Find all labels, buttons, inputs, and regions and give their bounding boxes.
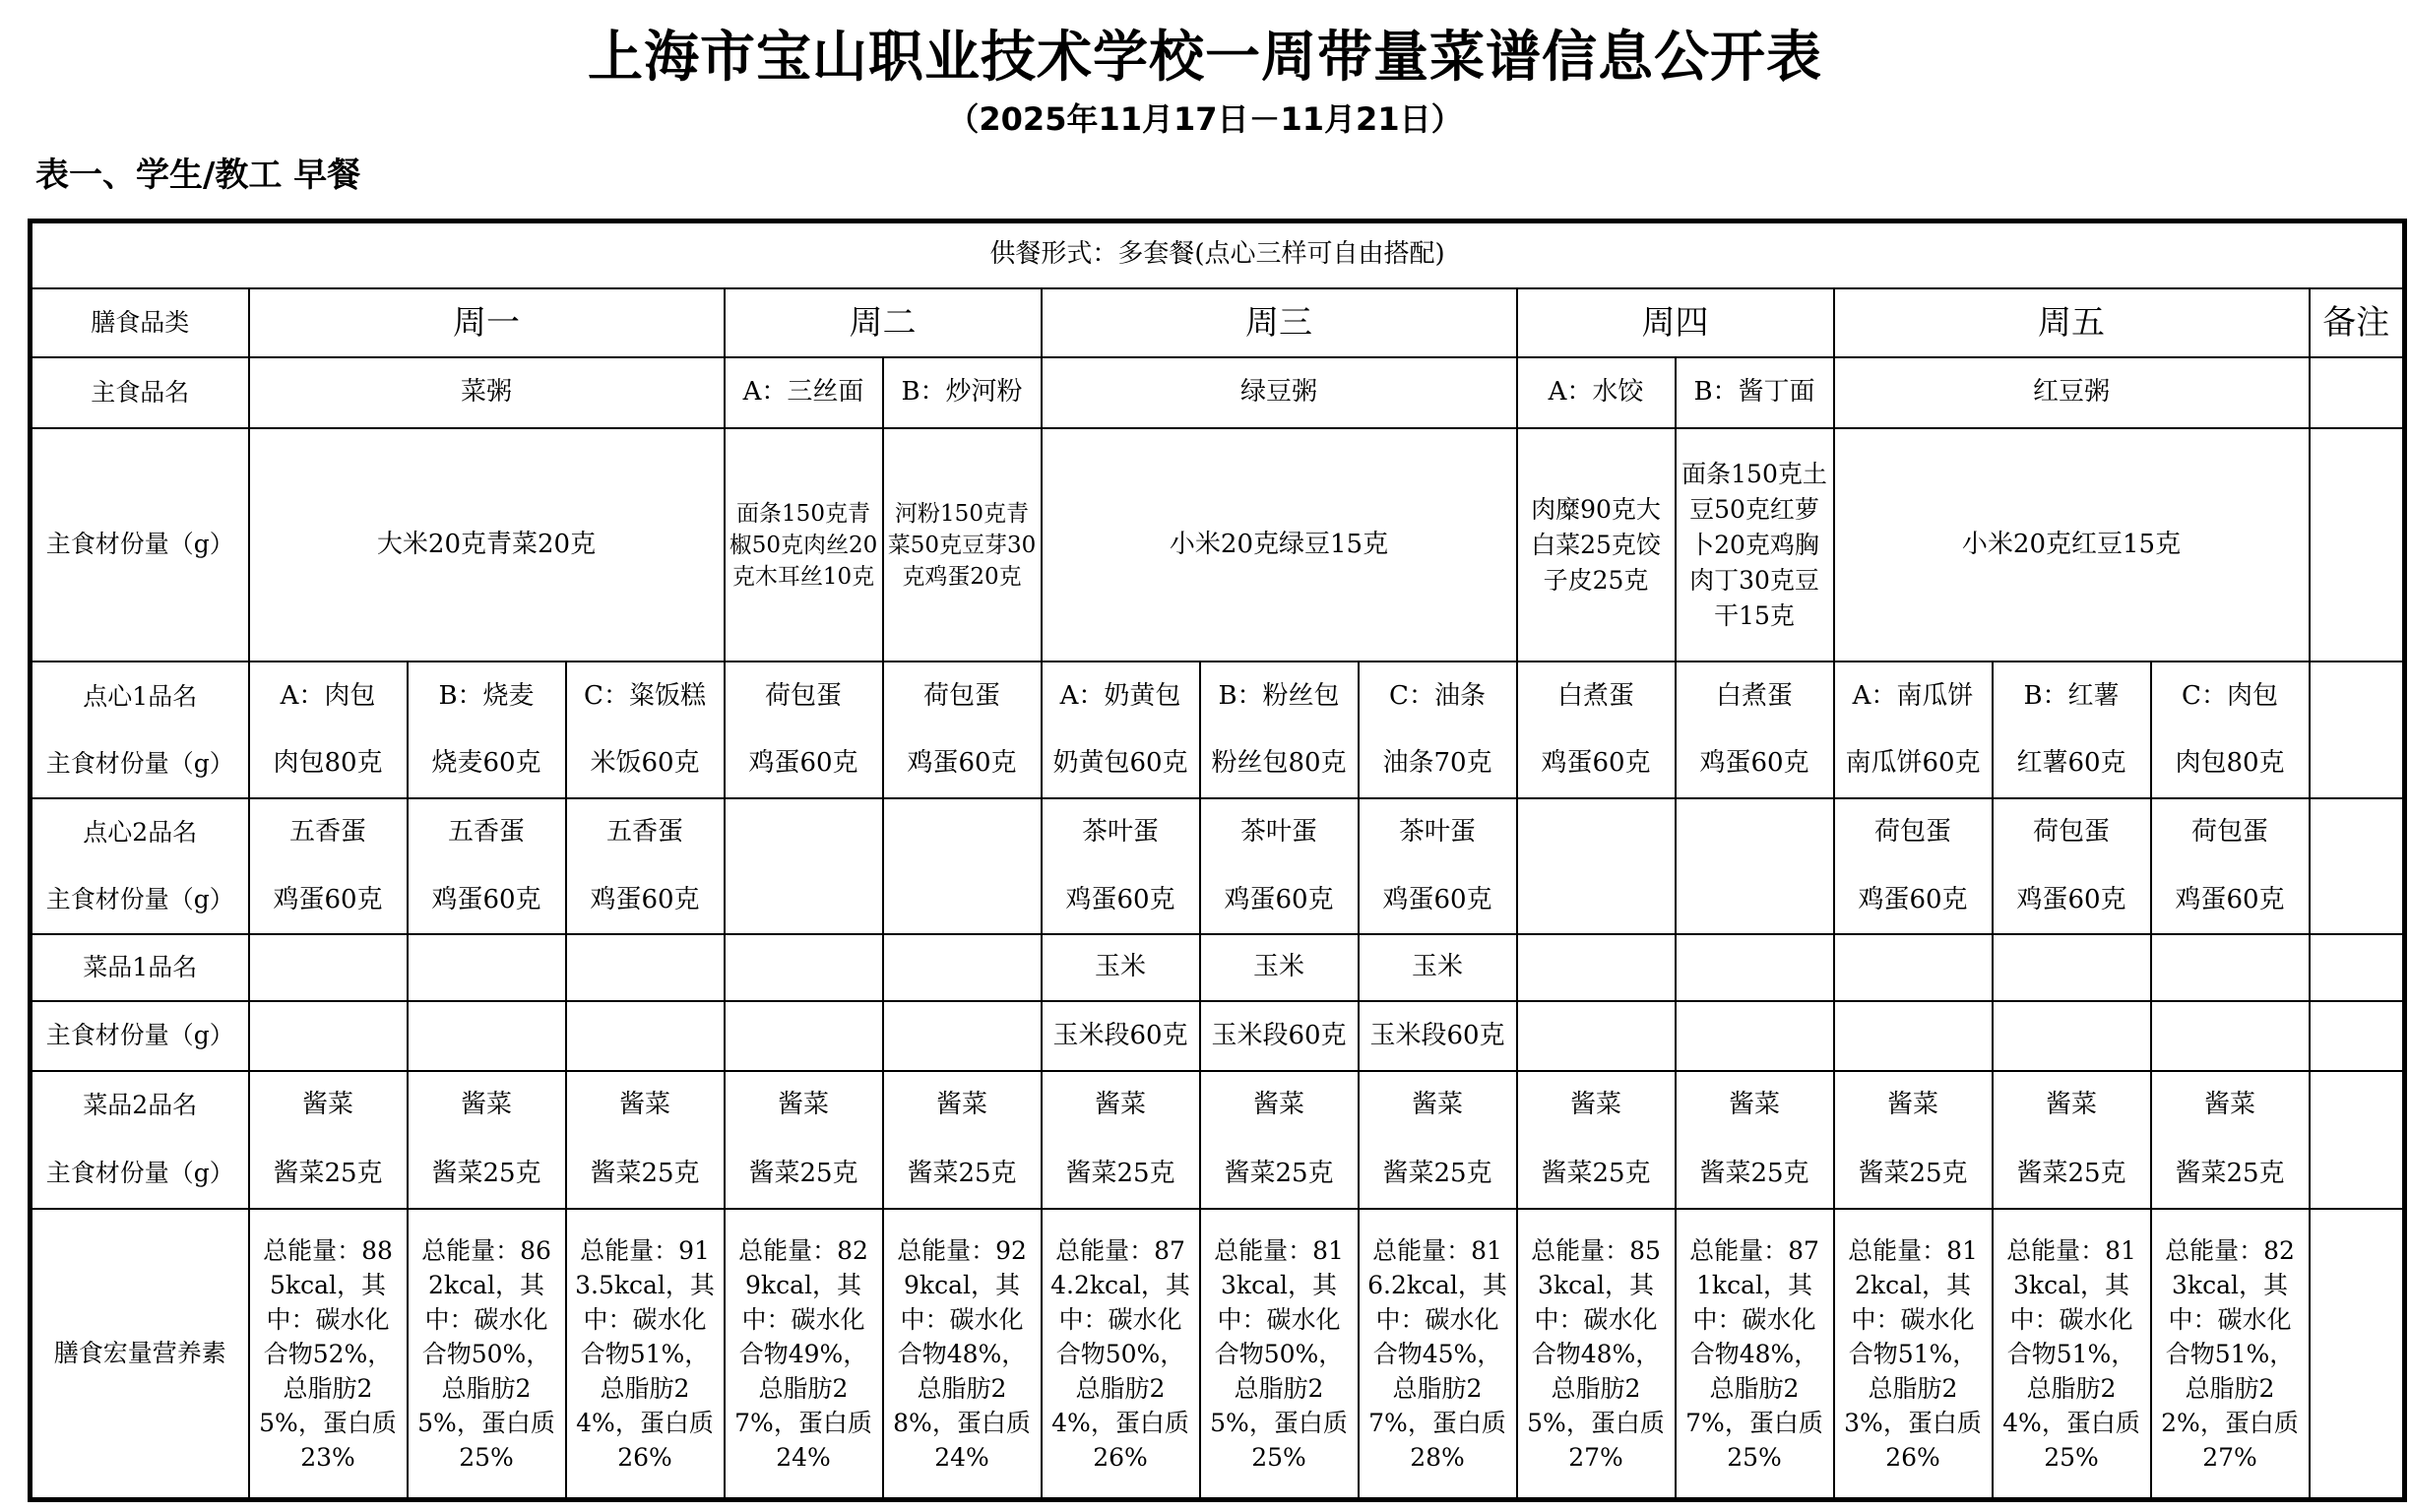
dish1-qty [1834,1001,1993,1070]
dish1-qty [408,1001,566,1070]
dish1-name [1676,934,1834,1001]
snack1-name: B：红薯 [1993,662,2151,730]
remark-cell [2310,867,2405,934]
dish1-name [2151,934,2310,1001]
snack1-qty: 油条70克 [1359,730,1517,797]
dish1-name [1993,934,2151,1001]
row-label-snack1-name: 点心1品名 [31,662,249,730]
dish1-name: 玉米 [1042,934,1200,1001]
section-title: 表一、学生/教工 早餐 [35,156,361,195]
snack2-name: 五香蛋 [408,798,566,867]
dish2-qty: 酱菜25克 [566,1140,725,1209]
snack1-name: A：南瓜饼 [1834,662,1993,730]
nutrition-info: 总能量：829kcal，其中：碳水化合物49%，总脂肪27%，蛋白质24% [725,1209,883,1499]
dish2-name: 酱菜 [1834,1071,1993,1140]
snack1-name: A：肉包 [249,662,408,730]
staple-name: A：水饺 [1517,357,1676,428]
snack1-name: 荷包蛋 [883,662,1042,730]
nutrition-info: 总能量：871kcal，其中：碳水化合物48%，总脂肪27%，蛋白质25% [1676,1209,1834,1499]
dish2-name: 酱菜 [1993,1071,2151,1140]
menu-table [28,219,2407,1502]
snack2-qty: 鸡蛋60克 [2151,867,2310,934]
snack2-qty [725,867,883,934]
day-header-mon: 周一 [249,288,725,357]
staple-qty: 大米20克青菜20克 [249,428,725,662]
dish1-qty: 玉米段60克 [1200,1001,1359,1070]
day-header-wed: 周三 [1042,288,1517,357]
staple-name: 菜粥 [249,357,725,428]
snack2-name: 五香蛋 [249,798,408,867]
dish2-qty: 酱菜25克 [1517,1140,1676,1209]
row-label-snack2-qty: 主食材份量（g） [31,867,249,934]
dish2-qty: 酱菜25克 [1359,1140,1517,1209]
nutrition-info: 总能量：913.5kcal，其中：碳水化合物51%，总脂肪24%，蛋白质26% [566,1209,725,1499]
dish1-qty [725,1001,883,1070]
dish2-qty: 酱菜25克 [1200,1140,1359,1209]
row-label-nutrition: 膳食宏量营养素 [31,1209,249,1499]
remark-cell [2310,1001,2405,1070]
snack1-name: B：粉丝包 [1200,662,1359,730]
nutrition-info: 总能量：874.2kcal，其中：碳水化合物50%，总脂肪24%，蛋白质26% [1042,1209,1200,1499]
remark-cell [2310,1071,2405,1140]
row-label-dish1-qty: 主食材份量（g） [31,1001,249,1070]
snack2-name: 五香蛋 [566,798,725,867]
snack1-name: C：油条 [1359,662,1517,730]
dish1-qty [1993,1001,2151,1070]
dish1-name [1517,934,1676,1001]
dish1-qty [883,1001,1042,1070]
dish2-name: 酱菜 [2151,1071,2310,1140]
nutrition-info: 总能量：823kcal，其中：碳水化合物51%，总脂肪22%，蛋白质27% [2151,1209,2310,1499]
snack1-name: 白煮蛋 [1676,662,1834,730]
snack1-qty: 米饭60克 [566,730,725,797]
row-label-staple-name: 主食品名 [31,357,249,428]
staple-name: 红豆粥 [1834,357,2310,428]
remark-cell [2310,1209,2405,1499]
remark-cell [2310,934,2405,1001]
snack2-qty: 鸡蛋60克 [1359,867,1517,934]
snack2-name: 茶叶蛋 [1359,798,1517,867]
snack2-qty: 鸡蛋60克 [1834,867,1993,934]
snack1-qty: 鸡蛋60克 [883,730,1042,797]
remark-cell [2310,662,2405,730]
nutrition-info: 总能量：885kcal，其中：碳水化合物52%，总脂肪25%，蛋白质23% [249,1209,408,1499]
nutrition-info: 总能量：812kcal，其中：碳水化合物51%，总脂肪23%，蛋白质26% [1834,1209,1993,1499]
nutrition-info: 总能量：816.2kcal，其中：碳水化合物45%，总脂肪27%，蛋白质28% [1359,1209,1517,1499]
dish2-qty: 酱菜25克 [1834,1140,1993,1209]
row-label-snack2-name: 点心2品名 [31,798,249,867]
snack2-name: 荷包蛋 [2151,798,2310,867]
snack2-qty [1517,867,1676,934]
dish1-qty [249,1001,408,1070]
day-header-tue: 周二 [725,288,1042,357]
snack1-qty: 鸡蛋60克 [725,730,883,797]
dish1-qty [2151,1001,2310,1070]
row-label-dish2-qty: 主食材份量（g） [31,1140,249,1209]
dish2-qty: 酱菜25克 [1042,1140,1200,1209]
dish1-name: 玉米 [1359,934,1517,1001]
dish2-name: 酱菜 [1042,1071,1200,1140]
snack1-name: 荷包蛋 [725,662,883,730]
remark-cell [2310,428,2405,662]
snack2-qty: 鸡蛋60克 [566,867,725,934]
staple-qty: 面条150克土豆50克红萝卜20克鸡胸肉丁30克豆干15克 [1676,428,1834,662]
snack2-qty: 鸡蛋60克 [1042,867,1200,934]
dish1-name [566,934,725,1001]
dish2-name: 酱菜 [566,1071,725,1140]
dish2-name: 酱菜 [1200,1071,1359,1140]
dish1-qty [1676,1001,1834,1070]
remark-cell [2310,357,2405,428]
staple-name: A：三丝面 [725,357,883,428]
snack1-name: 白煮蛋 [1517,662,1676,730]
snack2-qty: 鸡蛋60克 [1993,867,2151,934]
nutrition-info: 总能量：929kcal，其中：碳水化合物48%，总脂肪28%，蛋白质24% [883,1209,1042,1499]
row-label-staple-qty: 主食材份量（g） [31,428,249,662]
snack1-name: B：烧麦 [408,662,566,730]
remark-cell [2310,1140,2405,1209]
dish2-qty: 酱菜25克 [408,1140,566,1209]
snack1-qty: 鸡蛋60克 [1517,730,1676,797]
dish2-name: 酱菜 [1517,1071,1676,1140]
remark-header: 备注 [2310,288,2405,357]
snack1-qty: 鸡蛋60克 [1676,730,1834,797]
nutrition-info: 总能量：862kcal，其中：碳水化合物50%，总脂肪25%，蛋白质25% [408,1209,566,1499]
dish2-qty: 酱菜25克 [1993,1140,2151,1209]
dish2-name: 酱菜 [408,1071,566,1140]
remark-cell [2310,730,2405,797]
dish1-name [1834,934,1993,1001]
nutrition-info: 总能量：813kcal，其中：碳水化合物51%，总脂肪24%，蛋白质25% [1993,1209,2151,1499]
dish1-qty: 玉米段60克 [1359,1001,1517,1070]
dish1-qty [1517,1001,1676,1070]
dish2-qty: 酱菜25克 [883,1140,1042,1209]
snack1-qty: 粉丝包80克 [1200,730,1359,797]
remark-cell [2310,798,2405,867]
snack2-name: 荷包蛋 [1993,798,2151,867]
dish2-qty: 酱菜25克 [249,1140,408,1209]
staple-name: B：酱丁面 [1676,357,1834,428]
snack1-name: C：粢饭糕 [566,662,725,730]
snack2-qty: 鸡蛋60克 [249,867,408,934]
row-label-dish2-name: 菜品2品名 [31,1071,249,1140]
snack2-name [1517,798,1676,867]
dish2-name: 酱菜 [249,1071,408,1140]
nutrition-info: 总能量：853kcal，其中：碳水化合物48%，总脂肪25%，蛋白质27% [1517,1209,1676,1499]
dish1-name [883,934,1042,1001]
dish1-qty [566,1001,725,1070]
dish2-qty: 酱菜25克 [2151,1140,2310,1209]
dish1-qty: 玉米段60克 [1042,1001,1200,1070]
snack2-name [1676,798,1834,867]
date-range: （2025年11月17日－11月21日） [947,100,1463,138]
dish2-name: 酱菜 [1676,1071,1834,1140]
dish2-name: 酱菜 [1359,1071,1517,1140]
snack2-name: 茶叶蛋 [1200,798,1359,867]
staple-qty: 小米20克绿豆15克 [1042,428,1517,662]
staple-qty: 小米20克红豆15克 [1834,428,2310,662]
staple-qty: 河粉150克青菜50克豆芽30克鸡蛋20克 [883,428,1042,662]
snack1-name: A：奶黄包 [1042,662,1200,730]
snack2-qty: 鸡蛋60克 [408,867,566,934]
snack2-name [725,798,883,867]
dish2-qty: 酱菜25克 [1676,1140,1834,1209]
snack2-name: 荷包蛋 [1834,798,1993,867]
day-header-fri: 周五 [1834,288,2310,357]
snack1-qty: 红薯60克 [1993,730,2151,797]
snack1-qty: 南瓜饼60克 [1834,730,1993,797]
row-label-dish1-name: 菜品1品名 [31,934,249,1001]
service-form: 供餐形式：多套餐(点心三样可自由搭配) [31,221,2405,288]
dish2-name: 酱菜 [883,1071,1042,1140]
snack1-qty: 肉包80克 [249,730,408,797]
snack1-name: C：肉包 [2151,662,2310,730]
dish1-name [249,934,408,1001]
nutrition-info: 总能量：813kcal，其中：碳水化合物50%，总脂肪25%，蛋白质25% [1200,1209,1359,1499]
row-label-snack1-qty: 主食材份量（g） [31,730,249,797]
staple-qty: 肉糜90克大白菜25克饺子皮25克 [1517,428,1676,662]
snack1-qty: 奶黄包60克 [1042,730,1200,797]
staple-name: 绿豆粥 [1042,357,1517,428]
snack1-qty: 肉包80克 [2151,730,2310,797]
snack2-qty: 鸡蛋60克 [1200,867,1359,934]
dish2-name: 酱菜 [725,1071,883,1140]
snack2-name [883,798,1042,867]
day-header-thu: 周四 [1517,288,1834,357]
staple-qty: 面条150克青椒50克肉丝20克木耳丝10克 [725,428,883,662]
snack2-name: 茶叶蛋 [1042,798,1200,867]
dish1-name: 玉米 [1200,934,1359,1001]
page-title: 上海市宝山职业技术学校一周带量菜谱信息公开表 [588,26,1822,90]
dish2-qty: 酱菜25克 [725,1140,883,1209]
snack2-qty [1676,867,1834,934]
row-label-category: 膳食品类 [31,288,249,357]
dish1-name [408,934,566,1001]
staple-name: B：炒河粉 [883,357,1042,428]
snack1-qty: 烧麦60克 [408,730,566,797]
snack2-qty [883,867,1042,934]
dish1-name [725,934,883,1001]
